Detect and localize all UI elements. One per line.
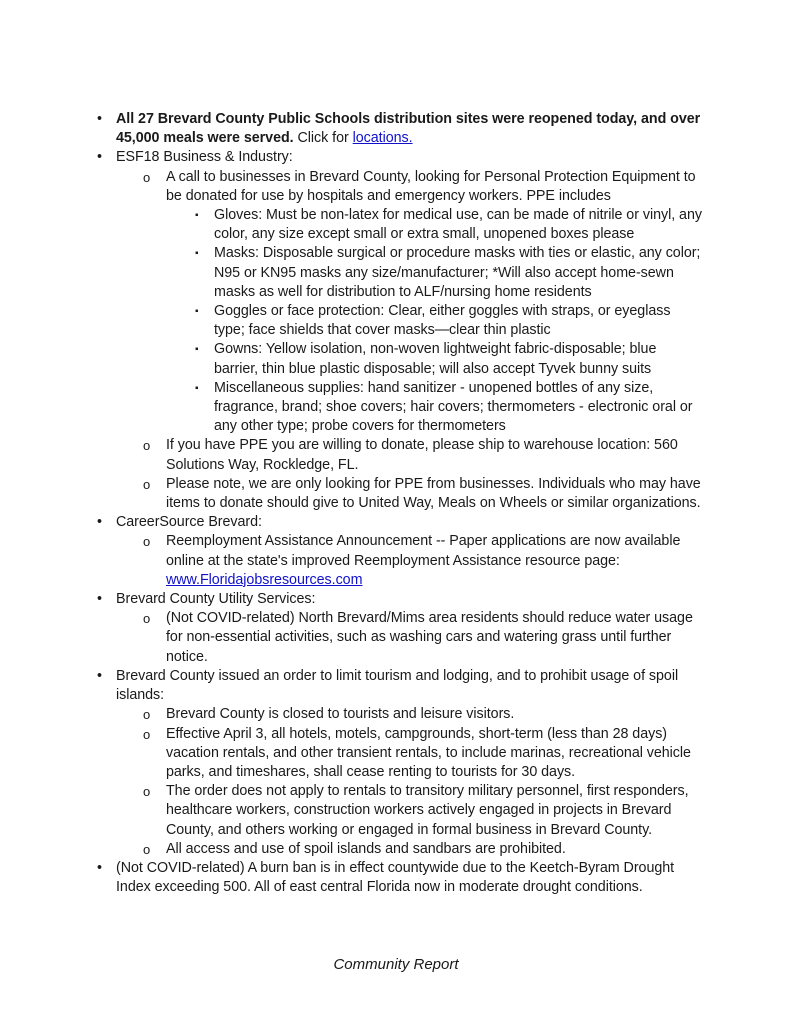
utility-heading: Brevard County Utility Services: — [116, 591, 316, 608]
bullet-circle-icon: o — [143, 534, 151, 550]
ppe-call-text: A call to businesses in Brevard County, looking for Personal Protection Equipment to be donated for use by hospitals and emergency workers. PPE includes — [166, 168, 696, 204]
bullet-square-icon: ▪ — [195, 344, 199, 356]
list-item-ppe-gloves — [192, 206, 702, 244]
bullet-circle-icon: o — [143, 707, 151, 723]
list-item-careersource — [90, 513, 702, 590]
tourism-heading: Brevard County issued an order to limit tourism and lodging, and to prohibit usage of spoil islands: — [116, 667, 679, 704]
list-item-water-usage — [140, 609, 702, 667]
schools-lead-text: All 27 Brevard County Public Schools distribution sites were reopened today, and over 45,000 meals were served. — [116, 111, 701, 147]
bullet-circle-icon: o — [143, 169, 151, 185]
ppe-gloves-text: Gloves: Must be non-latex for medical use, can be made of nitrile or vinyl, any color, any size except small or extra small, unopened boxes please — [214, 207, 702, 243]
reemployment-text: Reemployment Assistance Announcement -- Paper applications are now available online at the state's improved Reemployment Assistance resource page: — [166, 533, 681, 569]
utility-sublist — [140, 609, 702, 667]
list-item-ppe-gowns — [192, 340, 702, 378]
list-item-utility — [90, 590, 702, 667]
bullet-dot-icon: • — [97, 111, 102, 127]
ppe-note-text: Please note, we are only looking for PPE from businesses. Individuals who may have items to donate should give to United Way, Meals on Wheels or similar organizations. — [166, 475, 701, 512]
list-item-tourism-exempt — [140, 782, 702, 840]
list-item-ppe-masks — [192, 244, 702, 302]
list-item-ppe-note — [140, 475, 702, 513]
report-body — [90, 110, 702, 897]
list-item-ppe-call — [140, 168, 702, 437]
list-item-ppe-ship — [140, 436, 702, 474]
bullet-square-icon: ▪ — [195, 248, 199, 260]
ppe-ship-text: If you have PPE you are willing to donate, please ship to warehouse location: 560 Solutions Way, Rockledge, FL. — [166, 437, 678, 473]
list-item-tourism-closed — [140, 705, 702, 724]
esf18-heading: ESF18 Business & Industry: — [116, 149, 293, 166]
bullet-square-icon: ▪ — [195, 210, 199, 222]
bullet-dot-icon: • — [97, 667, 102, 684]
careersource-sublist — [140, 532, 702, 590]
bullet-circle-icon: o — [143, 611, 151, 627]
list-item-burn-ban — [90, 859, 702, 897]
ppe-goggles-text: Goggles or face protection: Clear, either goggles with straps, or eyeglass type; face shields that cover masks—clear thin plastic — [214, 303, 671, 339]
top-level-list — [90, 110, 702, 897]
bullet-dot-icon: • — [97, 514, 102, 531]
list-item-tourism-order — [90, 667, 702, 859]
list-item-tourism-spoil — [140, 840, 702, 859]
ppe-misc-text: Miscellaneous supplies: hand sanitizer - unopened bottles of any size, fragrance, brand; shoe covers; hair covers; thermometers - electronic oral or any other type; probe covers for thermometers — [214, 379, 693, 435]
list-item-reemployment — [140, 532, 702, 590]
schools-click-text: Click for — [293, 130, 353, 147]
bullet-dot-icon: • — [97, 149, 102, 166]
bullet-circle-icon: o — [143, 726, 151, 742]
bullet-circle-icon: o — [143, 438, 151, 454]
ppe-items-list — [192, 206, 702, 436]
list-item-esf18 — [90, 148, 702, 513]
bullet-square-icon: ▪ — [195, 306, 199, 318]
burn-ban-text: (Not COVID-related) A burn ban is in effect countywide due to the Keetch-Byram Drought Index exceeding 500. All of east central Florida now in moderate drought conditions. — [116, 859, 675, 896]
ppe-masks-text: Masks: Disposable surgical or procedure masks with ties or elastic, any color; N95 or KN95 masks any size/manufacturer; *Will also accept home-sewn masks as well for distribution to ALF/nursing home residents — [214, 245, 701, 300]
list-item-schools — [90, 110, 702, 148]
bullet-circle-icon: o — [143, 841, 151, 857]
page-footer: Community Report — [333, 956, 459, 973]
esf18-sublist — [140, 168, 702, 514]
tourism-closed-text: Brevard County is closed to tourists and leisure visitors. — [166, 706, 515, 723]
tourism-spoil-text: All access and use of spoil islands and sandbars are prohibited. — [166, 840, 566, 857]
bullet-square-icon: ▪ — [195, 382, 199, 394]
schools-paragraph — [116, 110, 702, 148]
bullet-circle-icon: o — [143, 784, 151, 800]
tourism-sublist — [140, 705, 702, 859]
list-item-ppe-misc — [192, 379, 702, 437]
ppe-gowns-text: Gowns: Yellow isolation, non-woven lightweight fabric-disposable; blue barrier, thin blue plastic disposable; will also accept Tyvek bunny suits — [214, 341, 657, 377]
list-item-tourism-effective — [140, 725, 702, 783]
bullet-dot-icon: • — [97, 591, 102, 608]
bullet-dot-icon: • — [97, 859, 102, 876]
tourism-exempt-text: The order does not apply to rentals to transitory military personnel, first responders, healthcare workers, construction workers actively engaged in projects in Brevard County, and others working or engaged in formal business in Brevard County. — [166, 783, 689, 838]
careersource-heading: CareerSource Brevard: — [116, 514, 262, 531]
locations-link[interactable]: locations. — [352, 130, 413, 147]
tourism-effective-text: Effective April 3, all hotels, motels, campgrounds, short-term (less than 28 days) vacation rentals, and other transient rentals, to include marinas, recreational vehicle parks, and timeshares, shall cease renting to tourists for 30 days. — [166, 725, 691, 780]
floridajobsresources-link[interactable]: www.Floridajobsresources.com — [166, 571, 363, 588]
water-usage-text: (Not COVID-related) North Brevard/Mims area residents should reduce water usage for non-essential activities, such as washing cars and watering grass until further notice. — [166, 610, 693, 665]
bullet-circle-icon: o — [143, 476, 151, 492]
reemployment-paragraph — [166, 532, 702, 590]
list-item-ppe-goggles — [192, 302, 702, 340]
